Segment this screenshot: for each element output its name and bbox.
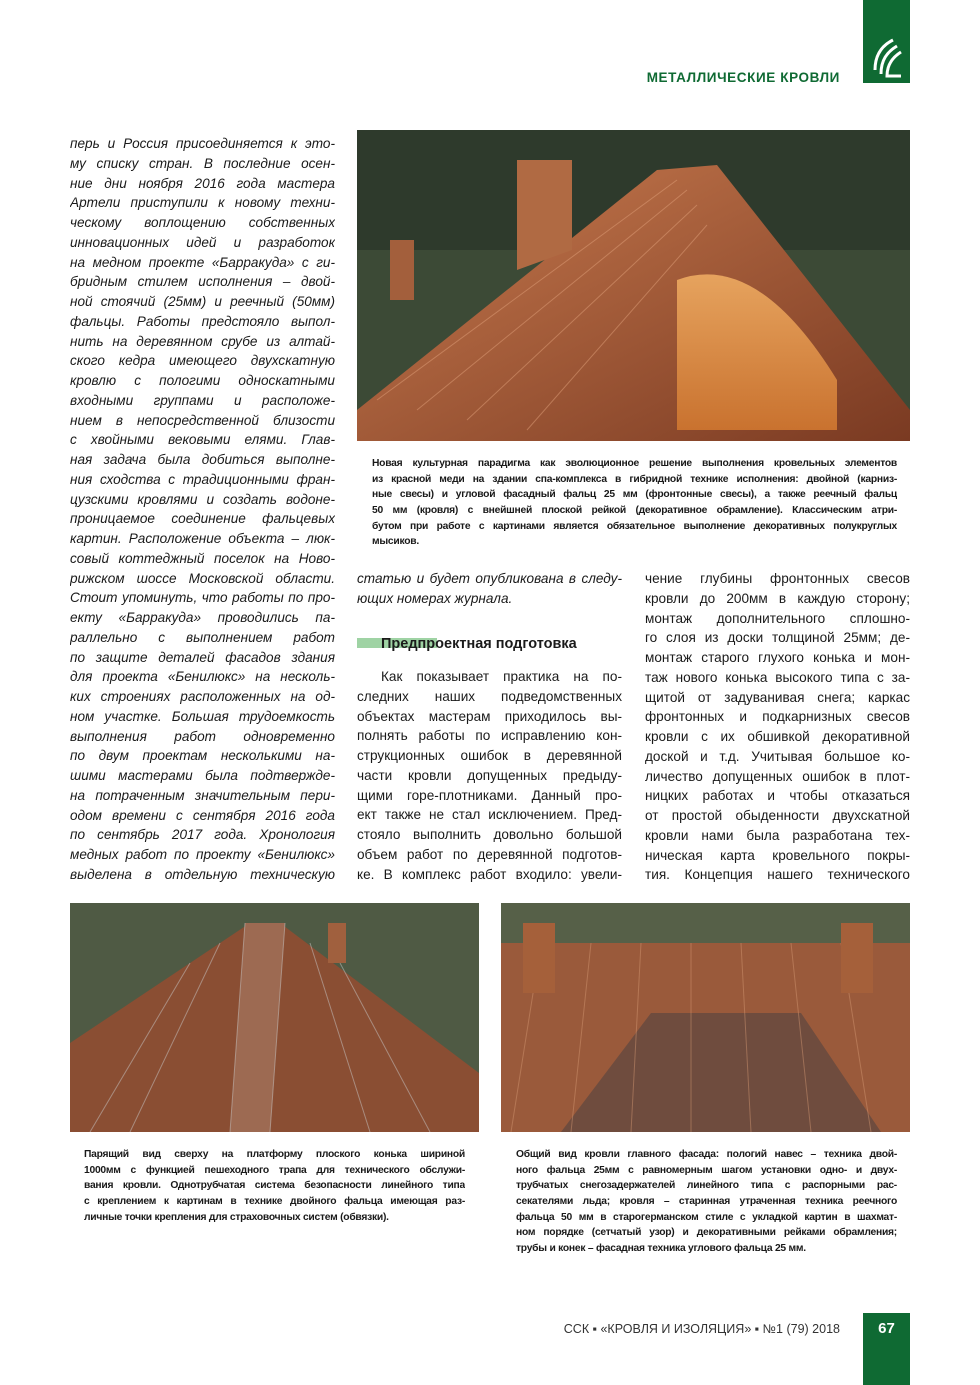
text-line: бутом при работе с картинами является обязательное выполнение декоративных полукруглых <box>372 520 897 532</box>
text-line: ческому воплощению собственных <box>70 215 335 230</box>
page-number: 67 <box>878 1320 895 1337</box>
text-line: фронтонных и подкарнизных свесов <box>645 709 910 725</box>
text-line: Стоит упоминуть, что работы по про- <box>70 590 335 606</box>
text-line: Общий вид кровли главного фасада: пологий навес – техника двой- <box>516 1149 897 1160</box>
text-line: Артели приступили к новому техни- <box>70 195 335 211</box>
text-line: выделена в отдельную техническую <box>70 866 335 882</box>
right-column <box>645 569 910 885</box>
text-line: кровли до 200мм в каждую сторону; <box>645 590 910 606</box>
text-line: Новая культурная парадигма как эволюционное решение выполнения кровельных элементов <box>372 458 897 469</box>
text-line: на медном проекте «Барракуда» с ги- <box>70 254 335 270</box>
text-line: ном порядке (сетчатый узор) и декоративными рейками обрамления; <box>516 1227 897 1239</box>
text-line: монтаж старого глухого конька и мон- <box>645 650 910 665</box>
text-line: рижском шоссе Московской области. <box>70 570 335 586</box>
text-line: щитой от задуванивая снега; каркас <box>645 689 910 705</box>
photo-ridge-walkway <box>70 903 479 1132</box>
text-line: объектах мастерам приходилось вы- <box>357 708 622 724</box>
text-line: проницаемое соединение фальцевых <box>70 511 335 527</box>
text-line: нить на деревянном срубе из алтай- <box>70 333 335 349</box>
text-line: тия. Концепция нашего технического <box>645 867 910 883</box>
text-line: шими мастерами была подтвержде- <box>70 768 335 783</box>
text-line: кровлю с пологими односкатными <box>70 373 335 388</box>
text-line: ющих номерах журнала. <box>357 590 513 606</box>
text-line: 1000мм с функцией пешеходного трапа для технического обслужи- <box>84 1164 465 1176</box>
text-line: ническая карта кровельного покры- <box>645 847 910 863</box>
text-line: ные свесы) и угловой фасадный фальц 25 мм (фронтонные свесы), а также реечный фальц <box>372 489 897 501</box>
left-column <box>70 134 335 885</box>
text-line: монтаж дополнительного сплошно- <box>645 610 910 626</box>
middle-intro <box>357 569 622 609</box>
text-line: части кровли допущенных предыду- <box>357 767 622 783</box>
text-line: следних наших подведомственных <box>357 688 622 704</box>
section-title: МЕТАЛЛИЧЕСКИЕ КРОВЛИ <box>646 70 840 85</box>
text-line: с креплением к картинам в технике двойного фальца имеющая раз- <box>84 1196 465 1208</box>
text-line: струкционных ошибок в деревянной <box>357 748 622 763</box>
text-line: объем работ по деревянной подготов- <box>357 846 622 862</box>
middle-column <box>357 667 622 884</box>
text-line: ной стоячий (25мм) и реечный (50мм) <box>70 294 335 309</box>
logo-icon <box>863 0 910 83</box>
text-line: для проекта «Бенилюкс» на несколь- <box>70 669 335 685</box>
text-line: ние дни ноября 2016 года мастера <box>70 175 335 191</box>
text-line: по защите деталей фасадов здания <box>70 649 335 665</box>
text-line: доской и т.д. Учитывая большое ко- <box>645 748 910 764</box>
text-line: по сентябрь 2017 года. Хронология <box>70 827 335 843</box>
text-line: из красной меди на здании спа-комплекса в гибридной технике исполнения: двойной (карниз- <box>372 473 897 485</box>
text-line: ект также не стал исключением. Пред- <box>357 807 622 823</box>
text-line: ке. В комплекс работ входило: увели- <box>357 866 622 882</box>
footer-publication: ССК ▪ «КРОВЛЯ И ИЗОЛЯЦИЯ» ▪ №1 (79) 2018 <box>563 1322 840 1336</box>
text-line: екту «Барракуда» проводились па- <box>70 610 335 625</box>
text-line: входными группами и расположе- <box>70 392 335 408</box>
text-line: инновационных идей и разработок <box>70 234 335 250</box>
photo-copper-gable-roof <box>357 130 910 441</box>
text-line: стояло выполнить довольно большой <box>357 827 622 842</box>
caption-bottom-left-photo <box>84 1147 465 1225</box>
text-line: статью и будет опубликована в следу- <box>357 571 622 586</box>
text-line: ского кедра имеющего двухскатную <box>70 353 335 369</box>
text-line: фальца 50 мм в старогерманском стиле с укладкой картин в шахмат- <box>516 1211 897 1223</box>
text-line: вания кровли. Однотрубчатая система безопасности линейного типа <box>84 1180 465 1192</box>
text-line: медных работ по проекту «Бенилюкс» <box>70 847 335 862</box>
text-line: от простой обыденности двухскатной <box>645 808 910 823</box>
text-line: фальцы. Работы предстояло выпол- <box>70 313 335 329</box>
subheading: Предпроектная подготовка <box>381 636 577 652</box>
text-line: 50 мм (кровля) с внейшней плоской рейкой (декоративное обрамление). Классическим атри- <box>372 505 897 517</box>
text-line: картин. Расположение объекта – люк- <box>70 531 335 546</box>
text-line: ном участке. Большая трудоемкость <box>70 708 335 724</box>
section-tab <box>863 0 910 83</box>
text-line: бридным стилем исполнения – двой- <box>70 274 335 290</box>
caption-bottom-right-photo <box>516 1147 897 1257</box>
text-line: кровли с их обшивкой декоративной <box>645 729 910 744</box>
text-line: щими горе-плотниками. Данный про- <box>357 787 622 803</box>
text-line: полнять работы по исправлению кон- <box>357 728 622 744</box>
text-line: совый коттеджный поселок на Ново- <box>70 550 335 566</box>
text-line: трубы и конек – фасадная техника углового фальца 25 мм. <box>516 1243 806 1255</box>
text-line: с хвойными вековыми елями. Глав- <box>70 432 335 448</box>
text-line: ких строениях расположенных на од- <box>70 689 335 704</box>
text-line: ницких работах и чтобы отказаться <box>645 788 910 804</box>
text-line: личество допущенных ошибок в плот- <box>645 768 910 784</box>
text-line: ного фальца 25мм с равномерным шагом установки одно- и двух- <box>516 1164 897 1176</box>
text-line: цузскими кровлями и создать водоне- <box>70 491 335 507</box>
text-line: таж нового конька высокого типа с за- <box>645 669 910 685</box>
text-line: выполнения работ одновременно <box>70 728 335 744</box>
text-line: на потраченным значительным пери- <box>70 787 335 803</box>
text-line: раллельно с выполнением работ <box>70 629 335 645</box>
text-line: чение глубины фронтонных свесов <box>645 571 910 586</box>
text-line: перь и Россия присоединяется к это- <box>70 136 335 151</box>
text-line: кровли нами была разработана тех- <box>645 827 910 843</box>
text-line: по двум проектам несколькими на- <box>70 748 335 764</box>
text-line: го слоя из доски толщиной 25мм; де- <box>645 630 910 646</box>
text-line: ная задача была добиться выполне- <box>70 452 335 467</box>
text-line: му списку стран. В последние осен- <box>70 155 335 171</box>
text-line: секателями льда; кровля – старинная утраченная техника реечного <box>516 1196 897 1208</box>
caption-top-photo <box>372 456 897 550</box>
text-line: трубчатых снегозадержателей линейного типа с распорными рас- <box>516 1180 897 1192</box>
text-line: одом времени с сентября 2016 года <box>70 807 335 823</box>
text-line: нием в непосредственной близости <box>70 412 335 428</box>
text-line: Как показывает практика на по- <box>381 669 622 684</box>
photo-main-facade-roof <box>501 903 910 1132</box>
text-line: мысиков. <box>372 536 419 548</box>
text-line: личные точки крепления для страховочных систем (обвязки). <box>84 1211 389 1223</box>
text-line: ния сходства с традиционными фран- <box>70 471 335 487</box>
text-line: Парящий вид сверху на платформу плоского конька шириной <box>84 1149 465 1160</box>
